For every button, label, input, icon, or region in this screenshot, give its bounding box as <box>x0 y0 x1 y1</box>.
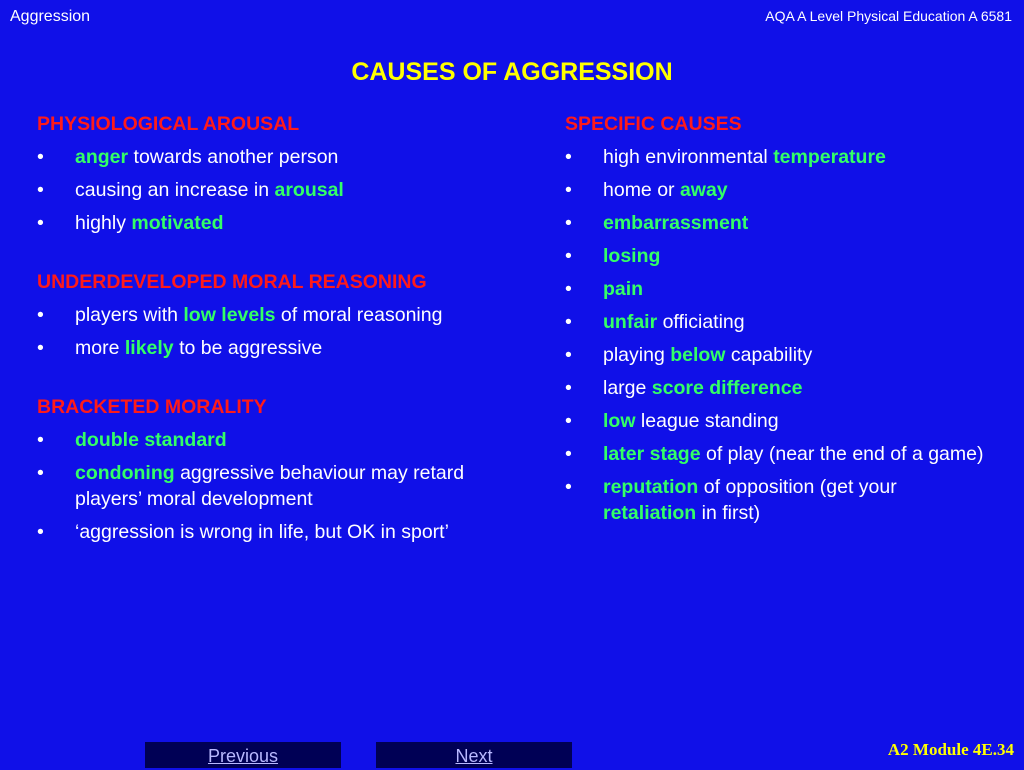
bullet-icon: • <box>565 377 572 399</box>
highlighted-term: low <box>603 410 636 432</box>
item-text: playing <box>603 344 671 366</box>
highlighted-term: condoning <box>75 462 175 484</box>
bullet-icon: • <box>37 429 44 451</box>
bullet-item <box>37 302 527 328</box>
section-spacer <box>37 243 527 269</box>
bullet-icon: • <box>37 304 44 326</box>
section-heading: SPECIFIC CAUSES <box>565 113 742 135</box>
bullet-icon: • <box>565 179 572 201</box>
previous-button[interactable]: Previous <box>145 742 341 768</box>
highlighted-term: retaliation <box>603 502 697 524</box>
bullet-icon: • <box>565 443 572 465</box>
highlighted-term: reputation <box>603 476 699 498</box>
bullet-item <box>37 519 527 545</box>
bullet-icon: • <box>565 146 572 168</box>
item-text: of play (near the end of a game) <box>700 443 984 465</box>
highlighted-term: pain <box>603 278 644 300</box>
bullet-icon: • <box>37 212 44 234</box>
highlighted-term: double standard <box>75 429 227 451</box>
slide-title: CAUSES OF AGGRESSION <box>351 58 673 86</box>
bullet-item <box>37 144 527 170</box>
item-text: of opposition (get your <box>698 476 897 498</box>
item-text: highly <box>75 212 132 234</box>
highlighted-term: below <box>670 344 726 366</box>
highlighted-term: losing <box>603 245 661 267</box>
item-text: home or <box>603 179 680 201</box>
bullet-item <box>565 342 995 368</box>
highlighted-term: likely <box>124 337 174 359</box>
right-column <box>565 111 995 533</box>
item-text: large <box>603 377 652 399</box>
section-heading: PHYSIOLOGICAL AROUSAL <box>37 113 300 135</box>
highlighted-term: arousal <box>274 179 344 201</box>
section-heading: BRACKETED MORALITY <box>37 396 267 418</box>
item-text: causing an increase in <box>75 179 275 201</box>
bullet-item <box>37 335 527 361</box>
item-text: capability <box>725 344 813 366</box>
section-spacer <box>37 368 527 394</box>
bullet-item <box>565 474 995 526</box>
highlighted-term: score difference <box>651 377 803 399</box>
module-label: A2 Module 4E.34 <box>887 740 1014 759</box>
bullet-item <box>37 210 527 236</box>
bullet-item <box>565 309 995 335</box>
item-text: aggressive behaviour may retard players’ moral development <box>75 462 465 510</box>
bullet-item <box>565 276 995 302</box>
header-course-label: AQA A Level Physical Education A 6581 <box>765 8 1012 24</box>
item-text: of moral reasoning <box>275 304 443 326</box>
bullet-icon: • <box>37 521 44 543</box>
bullet-icon: • <box>565 410 572 432</box>
highlighted-term: embarrassment <box>603 212 749 234</box>
bullet-icon: • <box>565 311 572 333</box>
bullet-item <box>37 460 527 512</box>
highlighted-term: away <box>679 179 728 201</box>
bullet-icon: • <box>565 344 572 366</box>
left-column <box>37 111 527 552</box>
header-left-title: Aggression <box>10 8 91 25</box>
item-text: players with <box>75 304 184 326</box>
bullet-icon: • <box>37 179 44 201</box>
item-text: officiating <box>657 311 745 333</box>
bullet-icon: • <box>565 278 572 300</box>
item-text: in first) <box>696 502 761 524</box>
bullet-icon: • <box>565 476 572 498</box>
highlighted-term: motivated <box>131 212 224 234</box>
highlighted-term: temperature <box>773 146 886 168</box>
bullet-icon: • <box>37 337 44 359</box>
bullet-icon: • <box>565 245 572 267</box>
bullet-item <box>565 144 995 170</box>
highlighted-term: anger <box>75 146 129 168</box>
highlighted-term: later stage <box>603 443 701 465</box>
item-text: towards another person <box>128 146 339 168</box>
bullet-item <box>565 243 995 269</box>
bullet-icon: • <box>37 462 44 484</box>
item-text: more <box>75 337 125 359</box>
bullet-item <box>37 427 527 453</box>
bullet-item <box>565 177 995 203</box>
item-text: to be aggressive <box>173 337 323 359</box>
bullet-icon: • <box>37 146 44 168</box>
next-button[interactable]: Next <box>376 742 572 768</box>
item-text: league standing <box>635 410 779 432</box>
bullet-item <box>37 177 527 203</box>
highlighted-term: low levels <box>183 304 276 326</box>
bullet-item <box>565 441 995 467</box>
bullet-item <box>565 210 995 236</box>
bullet-item <box>565 375 995 401</box>
item-text: ‘aggression is wrong in life, but OK in sport’ <box>75 521 449 543</box>
bullet-icon: • <box>565 212 572 234</box>
highlighted-term: unfair <box>603 311 658 333</box>
item-text: high environmental <box>603 146 774 168</box>
bullet-item <box>565 408 995 434</box>
section-heading: UNDERDEVELOPED MORAL REASONING <box>37 271 427 293</box>
